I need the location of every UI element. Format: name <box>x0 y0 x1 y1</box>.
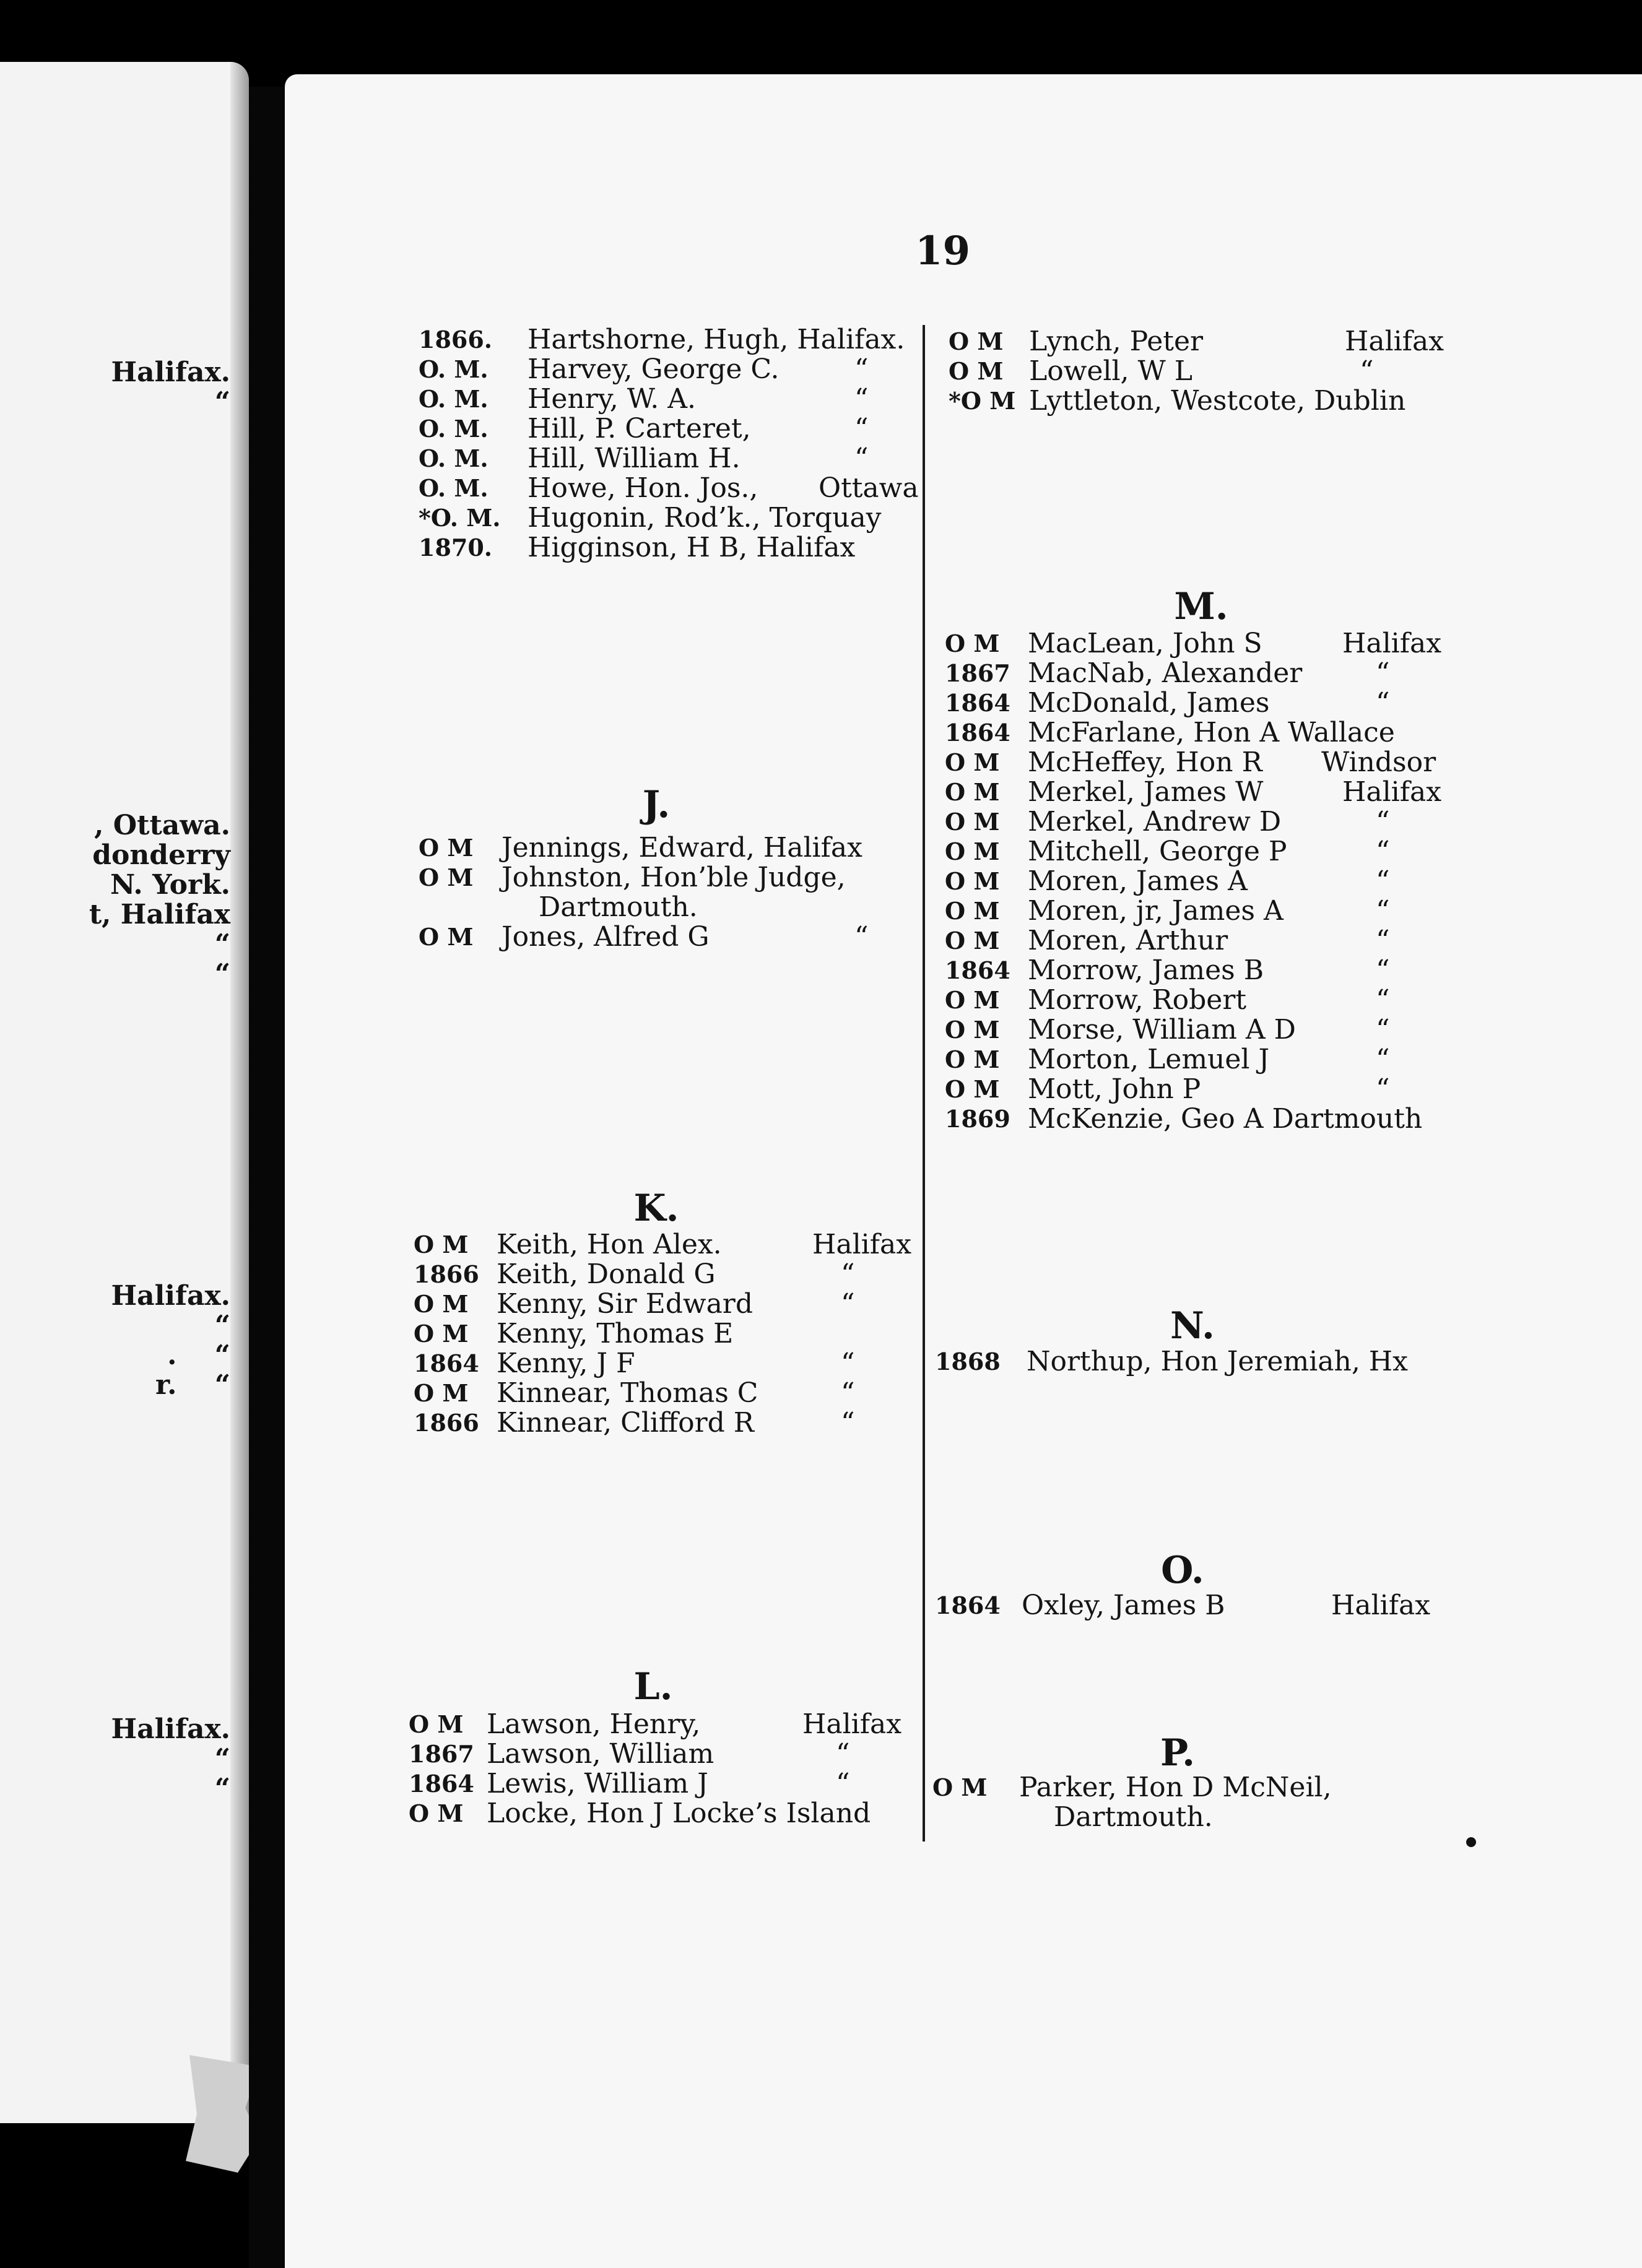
entry-code: O M <box>945 897 1000 925</box>
entry-code: O M <box>945 808 1000 836</box>
entry-name: Hill, P. Carteret, <box>528 413 751 444</box>
entry-code: O M <box>949 357 1004 385</box>
entry-place: Windsor <box>1321 747 1436 778</box>
entry-name: Morrow, James B <box>1028 954 1264 986</box>
entry-name: Kenny, Sir Edward <box>497 1288 754 1320</box>
entry-place: Halifax <box>1345 326 1444 357</box>
column-divider <box>923 325 925 1842</box>
section-heading-k: K. <box>633 1187 679 1230</box>
ditto-mark: “ <box>1376 806 1390 838</box>
entry-name: Harvey, George C. <box>528 353 780 385</box>
entry-code: 1867 <box>945 659 1010 687</box>
left-fragment-text: “ <box>214 1743 230 1775</box>
entry-code: 1866 <box>414 1409 479 1437</box>
entry-place: Halifax <box>812 1229 912 1260</box>
entry-code: O. M. <box>419 415 489 443</box>
entry-code: *O. M. <box>419 504 501 532</box>
entry-code: 1864 <box>945 956 1010 984</box>
entry-name: Lewis, William J <box>487 1768 708 1799</box>
entry-name: Kinnear, Clifford R <box>497 1407 754 1439</box>
left-fragment-text: “ <box>214 958 230 990</box>
entry-code: O M <box>945 630 1000 657</box>
entry-name: Jennings, Edward, Halifax <box>502 832 862 863</box>
entry-place: Halifax <box>1342 628 1442 659</box>
entry-name: Morton, Lemuel J <box>1028 1044 1270 1075</box>
entry-code: O. M. <box>419 474 489 502</box>
ditto-mark: “ <box>1376 865 1390 897</box>
left-fragment-text: “ <box>214 1310 230 1341</box>
entry-code: O M <box>945 986 1000 1014</box>
entry-name: Morse, William A D <box>1028 1014 1296 1045</box>
left-fragment-text: , Ottawa. <box>94 810 230 841</box>
entry-name: Moren, James A <box>1028 865 1248 897</box>
entry-code: O M <box>419 923 474 951</box>
ditto-mark: “ <box>841 1288 855 1320</box>
entry-code: O M <box>945 778 1000 806</box>
entry-continuation: Dartmouth. <box>1054 1801 1213 1833</box>
entry-name: Locke, Hon J Locke’s Island <box>487 1798 871 1829</box>
entry-name: Lawson, Henry, <box>487 1708 701 1740</box>
entry-name: Jones, Alfred G <box>502 921 710 953</box>
entry-code: 1868 <box>935 1348 1001 1375</box>
entry-code: O M <box>945 1016 1000 1044</box>
entry-name: Hartshorne, Hugh, Halifax. <box>528 324 905 355</box>
entry-name: Morrow, Robert <box>1028 984 1247 1016</box>
entry-name: Merkel, James W <box>1028 776 1264 808</box>
entry-code: O. M. <box>419 355 489 383</box>
entry-name: Henry, W. A. <box>528 383 697 415</box>
ditto-mark: “ <box>854 921 869 953</box>
entry-name: McHeffey, Hon R <box>1028 747 1262 778</box>
ditto-mark: “ <box>1376 1073 1390 1105</box>
ditto-mark: “ <box>854 443 869 474</box>
book-spine <box>249 87 285 2268</box>
left-fragment-text: Halifax. <box>111 357 230 388</box>
left-fragment-text: Halifax. <box>111 1713 230 1745</box>
entry-code: O M <box>932 1773 988 1801</box>
entry-name: MacLean, John S <box>1028 628 1262 659</box>
entry-code: O M <box>945 748 1000 776</box>
left-fragment-text: r. “ <box>155 1369 230 1401</box>
entry-code: 1864 <box>409 1770 474 1798</box>
ditto-mark: “ <box>836 1738 850 1770</box>
entry-code: O M <box>945 1075 1000 1103</box>
entry-name: Kenny, Thomas E <box>497 1318 734 1349</box>
entry-name: Keith, Donald G <box>497 1258 716 1290</box>
entry-name: Oxley, James B <box>1022 1590 1225 1621</box>
entry-code: 1866. <box>419 326 492 353</box>
ditto-mark: “ <box>1376 836 1390 867</box>
entry-code: O. M. <box>419 444 489 472</box>
entry-name: Lyttleton, Westcote, Dublin <box>1029 385 1406 417</box>
entry-code: 1869 <box>945 1105 1010 1133</box>
ditto-mark: “ <box>836 1768 850 1799</box>
entry-code: O M <box>945 927 1000 954</box>
entry-code: O M <box>414 1290 469 1318</box>
ditto-mark: “ <box>1376 954 1390 986</box>
entry-place: Halifax <box>802 1708 902 1740</box>
entry-code: 1864 <box>945 719 1010 747</box>
entry-name: Merkel, Andrew D <box>1028 806 1282 838</box>
ditto-mark: “ <box>841 1348 855 1379</box>
left-fragment-text: Halifax. <box>111 1280 230 1312</box>
entry-code: O M <box>945 838 1000 865</box>
section-heading-m: M. <box>1174 585 1228 628</box>
ditto-mark: “ <box>1376 925 1390 956</box>
entry-code: O M <box>949 327 1004 355</box>
entry-name: Lynch, Peter <box>1029 326 1204 357</box>
entry-code: 1864 <box>414 1349 479 1377</box>
entry-code: O M <box>419 863 474 891</box>
entry-name: Parker, Hon D McNeil, <box>1019 1772 1332 1803</box>
entry-code: O M <box>945 1045 1000 1073</box>
entry-name: Kenny, J F <box>497 1348 635 1379</box>
section-heading-o: O. <box>1161 1549 1204 1592</box>
ditto-mark: “ <box>854 353 869 385</box>
entry-name: Lawson, William <box>487 1738 715 1770</box>
ditto-mark: “ <box>1376 687 1390 719</box>
section-heading-n: N. <box>1170 1304 1215 1348</box>
left-page-fragment <box>0 62 249 2123</box>
entry-code: O M <box>419 834 474 862</box>
entry-name: Hill, William H. <box>528 443 741 474</box>
left-fragment-text: “ <box>214 928 230 960</box>
entry-name: McFarlane, Hon A Wallace <box>1028 717 1395 748</box>
ditto-mark: “ <box>854 383 869 415</box>
ditto-mark: “ <box>841 1258 855 1290</box>
entry-name: Mott, John P <box>1028 1073 1201 1105</box>
entry-name: Mitchell, George P <box>1028 836 1287 867</box>
entry-continuation: Dartmouth. <box>539 891 698 923</box>
entry-code: 1866 <box>414 1260 479 1288</box>
entry-name: McDonald, James <box>1028 687 1270 719</box>
entry-name: Northup, Hon Jeremiah, Hx <box>1027 1346 1408 1377</box>
entry-place: Halifax <box>1342 776 1442 808</box>
entry-place: Ottawa <box>819 472 919 504</box>
entry-code: O M <box>414 1379 469 1407</box>
section-heading-j: J. <box>642 783 671 826</box>
left-fragment-text: donderry <box>92 839 230 871</box>
entry-code: O M <box>414 1320 469 1348</box>
section-heading-l: L. <box>633 1665 673 1708</box>
entry-code: O. M. <box>419 385 489 413</box>
ditto-mark: “ <box>1376 1044 1390 1075</box>
entry-name: Johnston, Hon’ble Judge, <box>502 862 846 893</box>
left-fragment-text: “ <box>214 1773 230 1804</box>
entry-name: Moren, Arthur <box>1028 925 1228 956</box>
entry-code: 1867 <box>409 1740 474 1768</box>
entry-name: Higginson, H B, Halifax <box>528 532 856 563</box>
entry-code: O M <box>409 1799 464 1827</box>
entry-code: 1870. <box>419 534 492 561</box>
entry-name: McKenzie, Geo A Dartmouth <box>1028 1103 1423 1135</box>
ink-dot <box>1466 1837 1476 1847</box>
left-fragment-text: t, Halifax <box>89 899 230 930</box>
entry-name: Kinnear, Thomas C <box>497 1377 758 1409</box>
entry-code: 1864 <box>945 689 1010 717</box>
entry-code: O M <box>945 867 1000 895</box>
left-fragment-text: N. York. <box>110 869 230 901</box>
entry-name: Moren, jr, James A <box>1028 895 1284 927</box>
ditto-mark: “ <box>1360 355 1374 387</box>
entry-code: *O M <box>949 387 1016 415</box>
page-number: 19 <box>915 228 971 274</box>
entry-code: 1864 <box>935 1591 1001 1619</box>
ditto-mark: “ <box>1376 657 1390 689</box>
page-edge-shadow <box>230 62 249 2123</box>
entry-name: Keith, Hon Alex. <box>497 1229 722 1260</box>
entry-code: O M <box>409 1710 464 1738</box>
entry-place: Halifax <box>1331 1590 1431 1621</box>
section-heading-p: P. <box>1160 1731 1196 1775</box>
entry-name: MacNab, Alexander <box>1028 657 1303 689</box>
ditto-mark: “ <box>854 413 869 444</box>
ditto-mark: “ <box>1376 984 1390 1016</box>
left-fragment-text: . “ <box>167 1340 230 1371</box>
ditto-mark: “ <box>841 1407 855 1439</box>
entry-name: Howe, Hon. Jos., <box>528 472 758 504</box>
ditto-mark: “ <box>841 1377 855 1409</box>
ditto-mark: “ <box>1376 895 1390 927</box>
entry-name: Lowell, W L <box>1029 355 1192 387</box>
entry-name: Hugonin, Rod’k., Torquay <box>528 502 882 534</box>
entry-code: O M <box>414 1231 469 1258</box>
left-fragment-text: “ <box>214 386 230 418</box>
ditto-mark: “ <box>1376 1014 1390 1045</box>
